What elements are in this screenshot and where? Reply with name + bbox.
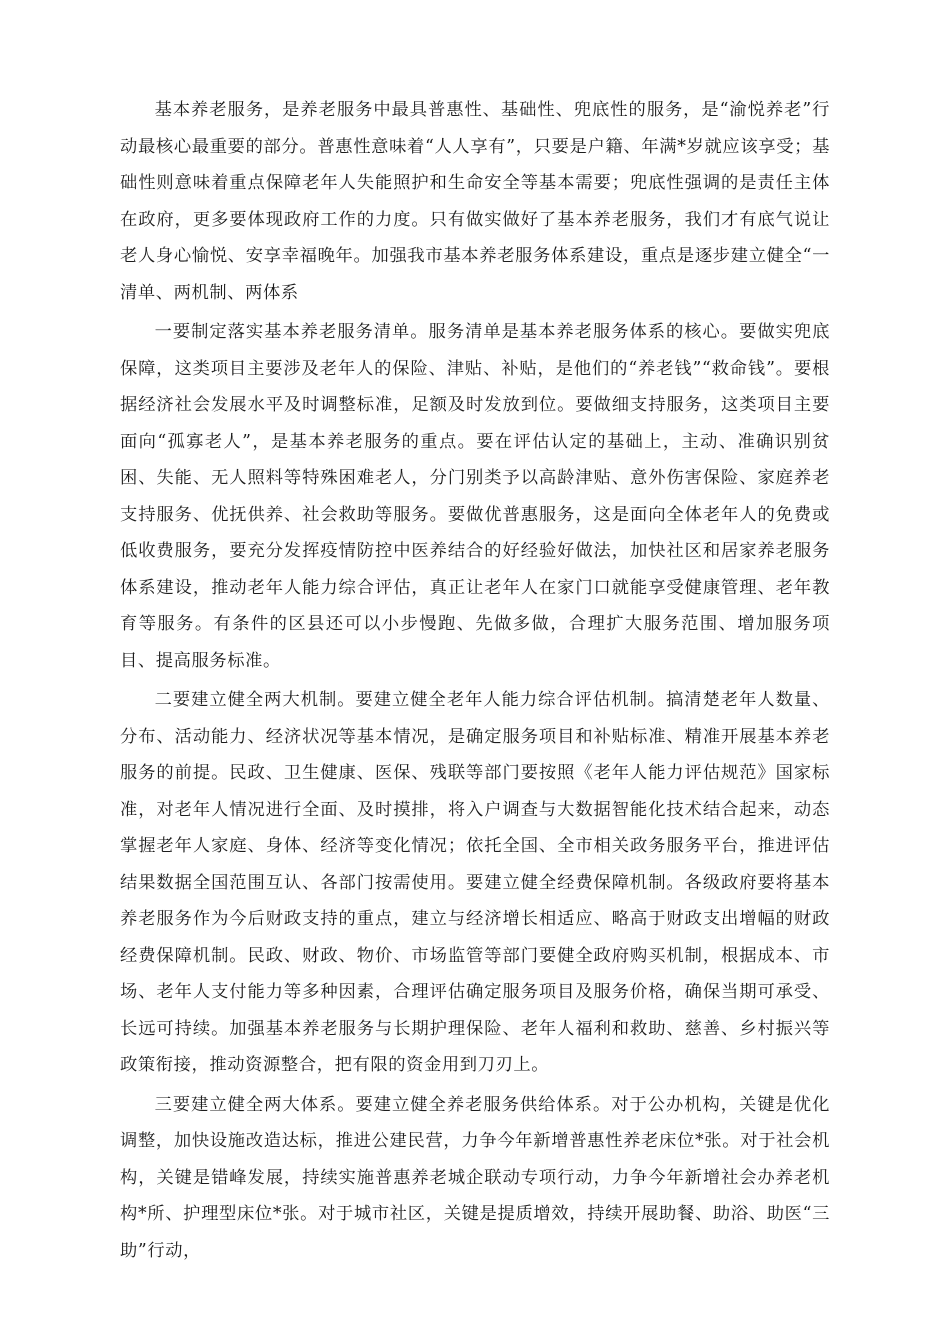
paragraph-basic-elderly-care-intro: 基本养老服务，是养老服务中最具普惠性、基础性、兜底性的服务，是“渝悦养老”行动最核心最重要的部分。普惠性意味着“人人享有”，只要是户籍、年满*岁就应该享受；基础性则意味着重点保障老年人失能照护和生命安全等基本需要；兜底性强调的是责任主体在政府，更多要体现政府工作的力度。只有做实做好了基本养老服务，我们才有底气说让老人身心愉悦、安享幸福晚年。加强我市基本养老服务体系建设，重点是逐步建立健全“一清单、两机制、两体系 — [120, 100, 830, 303]
paragraph-two-mechanisms: 二要建立健全两大机制。要建立健全老年人能力综合评估机制。搞清楚老年人数量、分布、活动能力、经济状况等基本情况，是确定服务项目和补贴标准、精准开展基本养老服务的前提。民政、卫生健康、医保、残联等部门要按照《老年人能力评估规范》国家标准，对老年人情况进行全面、及时摸排，将入户调查与大数据智能化技术结合起来，动态掌握老年人家庭、身体、经济等变化情况；依托全国、全市相关政务服务平台，推进评估结果数据全国范围互认、各部门按需使用。要建立健全经费保障机制。各级政府要将基本养老服务作为今后财政支持的重点，建立与经济增长相适应、略高于财政支出增幅的财政经费保障机制。民政、财政、物价、市场监管等部门要健全政府购买机制，根据成本、市场、老年人支付能力等多种因素，合理评估确定服务项目及服务价格，确保当期可承受、长远可持续。加强基本养老服务与长期护理保险、老年人福利和救助、慈善、乡村振兴等政策衔接，推动资源整合，把有限的资金用到刀刃上。 — [120, 690, 830, 1075]
paragraph-service-list: 一要制定落实基本养老服务清单。服务清单是基本养老服务体系的核心。要做实兜底保障，这类项目主要涉及老年人的保险、津贴、补贴，是他们的“养老钱”“救命钱”。要根据经济社会发展水平及时调整标准，足额及时发放到位。要做细支持服务，这类项目主要面向“孤寡老人”，是基本养老服务的重点。要在评估认定的基础上，主动、准确识别贫困、失能、无人照料等特殊困难老人，分门别类予以高龄津贴、意外伤害保险、家庭养老支持服务、优抚供养、社会救助等服务。要做优普惠服务，这是面向全体老年人的免费或低收费服务，要充分发挥疫情防控中医养结合的好经验好做法，加快社区和居家养老服务体系建设，推动老年人能力综合评估，真正让老年人在家门口就能享受健康管理、老年教育等服务。有条件的区县还可以小步慢跑、先做多做，合理扩大服务范围、增加服务项目、提高服务标准。 — [120, 322, 830, 671]
document-body — [120, 92, 830, 1269]
paragraph-two-systems: 三要建立健全两大体系。要建立健全养老服务供给体系。对于公办机构，关键是优化调整，加快设施改造达标，推进公建民营，力争今年新增普惠性养老床位*张。对于社会机构，关键是错峰发展，持续实施普惠养老城企联动专项行动，力争今年新增社会办养老机构*所、护理型床位*张。对于城市社区，关键是提质增效，持续开展助餐、助浴、助医“三助”行动， — [120, 1094, 830, 1261]
